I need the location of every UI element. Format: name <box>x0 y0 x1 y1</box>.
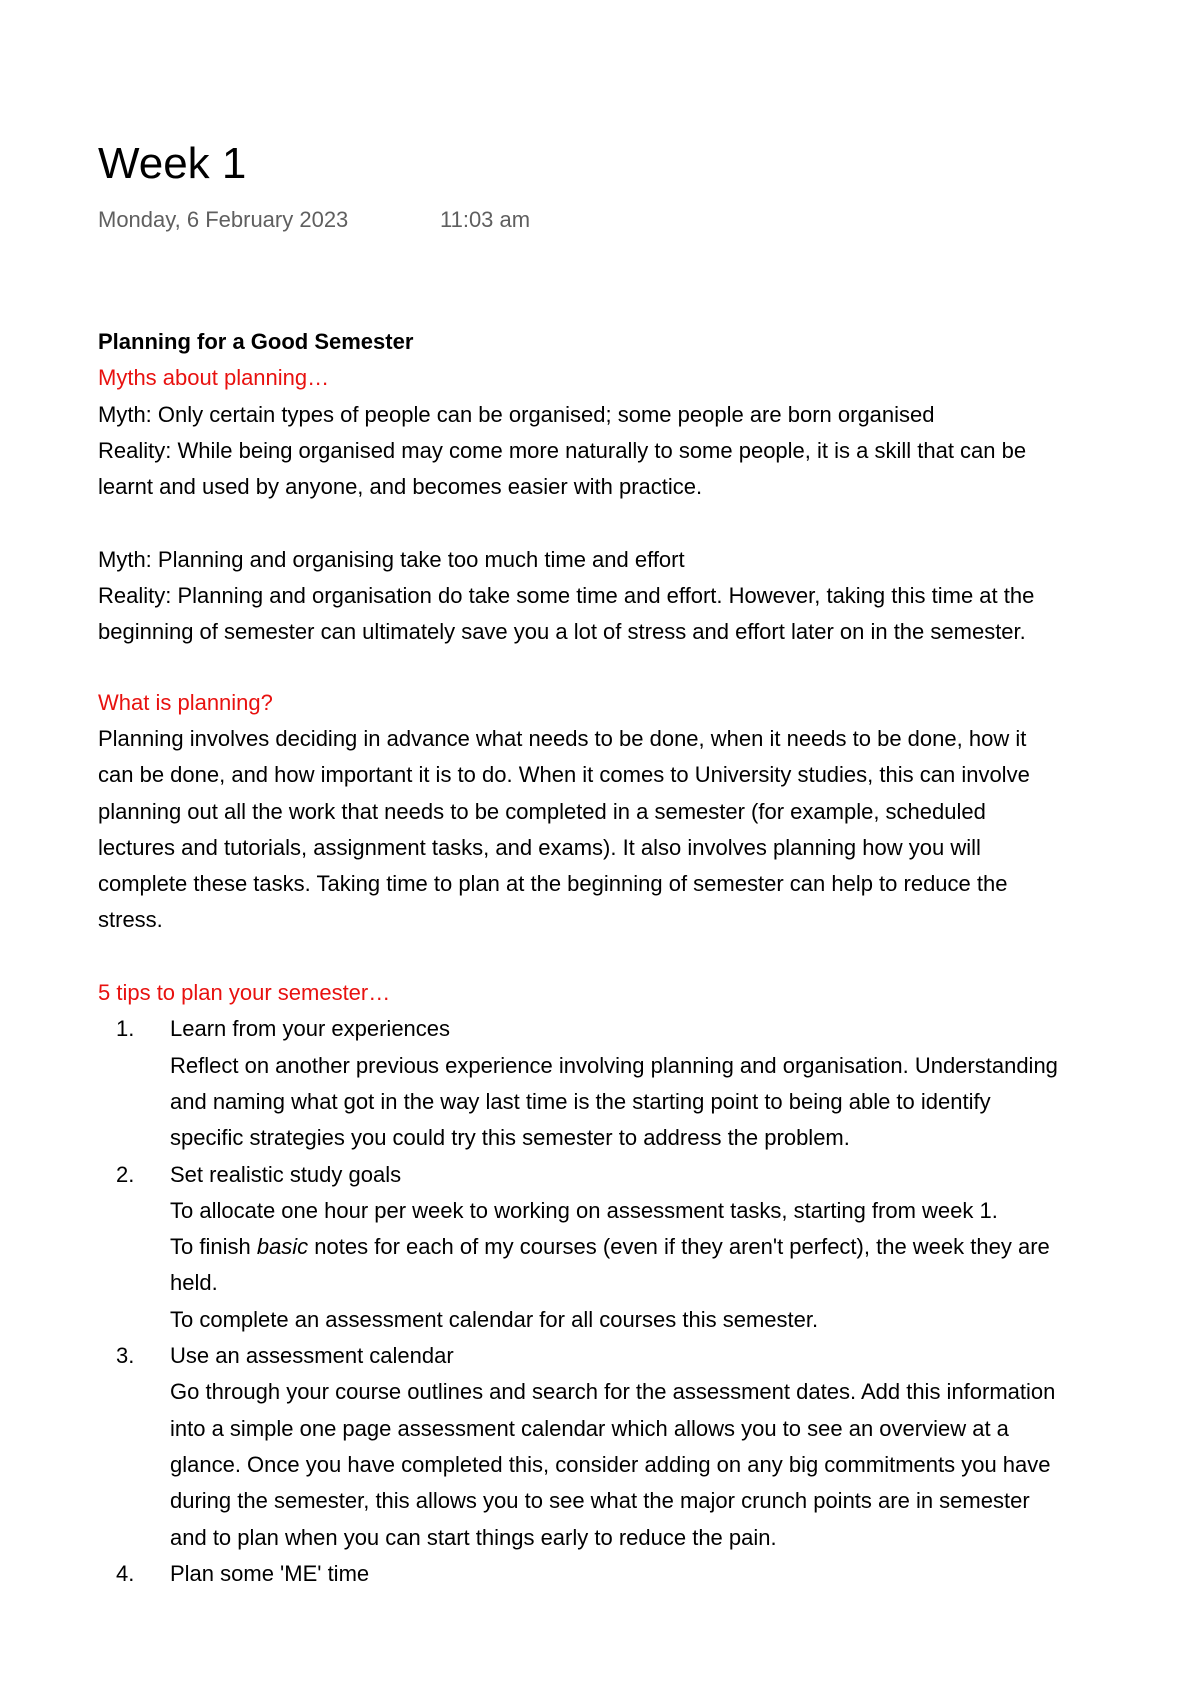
page-timestamp <box>98 205 531 235</box>
what-line: planning out all the work that needs to be completed in a semester (for example, scheduled <box>98 798 986 824</box>
list-item-text: glance. Once you have completed this, consider adding on any big commitments you have <box>170 1451 1051 1477</box>
reality-2-line-1: Reality: Planning and organisation do take some time and effort. However, taking this time at the <box>98 583 1035 609</box>
note-body <box>98 324 1200 1592</box>
page-date: Monday, 6 February 2023 <box>98 207 349 232</box>
tips-heading: 5 tips to plan your semester… <box>98 980 391 1006</box>
list-item <box>98 1556 1200 1592</box>
list-item <box>98 1011 1200 1047</box>
list-item-text: Go through your course outlines and search for the assessment dates. Add this information <box>170 1379 1056 1405</box>
spacer <box>98 505 1200 541</box>
what-line: stress. <box>98 907 163 933</box>
list-number: 2. <box>116 1161 135 1187</box>
what-heading: What is planning? <box>98 689 273 715</box>
list-item-text: during the semester, this allows you to see what the major crunch points are in semester <box>170 1488 1030 1514</box>
reality-1-line-2: learnt and used by anyone, and becomes easier with practice. <box>98 474 703 500</box>
goal-2 <box>170 1229 1200 1265</box>
list-number: 4. <box>116 1560 135 1586</box>
list-item <box>98 1338 1200 1374</box>
list-number: 3. <box>116 1343 135 1369</box>
myth-1: Myth: Only certain types of people can be organised; some people are born organised <box>98 401 935 427</box>
reality-2-line-2: beginning of semester can ultimately save you a lot of stress and effort later on in the semester. <box>98 619 1026 645</box>
goal-2-italic: basic <box>256 1234 309 1260</box>
goal-3: To complete an assessment calendar for all courses this semester. <box>170 1306 819 1332</box>
list-item-text: and naming what got in the way last time is the starting point to being able to identify <box>170 1088 991 1114</box>
list-item-text: into a simple one page assessment calendar which allows you to see an overview at a <box>170 1415 1009 1441</box>
list-item-text: and to plan when you can start things early to reduce the pain. <box>170 1524 777 1550</box>
list-item-text: specific strategies you could try this semester to address the problem. <box>170 1125 850 1151</box>
myths-heading: Myths about planning… <box>98 365 330 391</box>
list-item-title: Use an assessment calendar <box>170 1343 454 1369</box>
goal-2-post: notes for each of my courses (even if they aren't perfect), the week they are <box>308 1234 1050 1260</box>
spacer <box>98 651 1200 685</box>
list-item-title: Learn from your experiences <box>170 1016 451 1042</box>
reality-1-line-1: Reality: While being organised may come more naturally to some people, it is a skill that can be <box>98 437 1027 463</box>
list-item <box>98 1157 1200 1193</box>
section-title: Planning for a Good Semester <box>98 329 414 354</box>
goal-2-pre: To finish <box>170 1234 257 1260</box>
what-line: Planning involves deciding in advance what needs to be done, when it needs to be done, how it <box>98 725 1027 751</box>
page-time: 11:03 am <box>440 207 531 232</box>
what-line: can be done, and how important it is to do. When it comes to University studies, this can involve <box>98 762 1030 788</box>
myth-2: Myth: Planning and organising take too much time and effort <box>98 546 685 572</box>
what-line: lectures and tutorials, assignment tasks, and exams). It also involves planning how you will <box>98 834 981 860</box>
page-title: Week 1 <box>98 139 247 188</box>
goal-2-line-2: held. <box>170 1270 218 1296</box>
list-item-title: Plan some 'ME' time <box>170 1560 370 1586</box>
spacer <box>98 939 1200 975</box>
goal-1: To allocate one hour per week to working on assessment tasks, starting from week 1. <box>170 1197 998 1223</box>
what-line: complete these tasks. Taking time to plan at the beginning of semester can help to reduce the <box>98 871 1008 897</box>
list-number: 1. <box>116 1016 135 1042</box>
list-item-text: Reflect on another previous experience involving planning and organisation. Understanding <box>170 1052 1058 1078</box>
list-item-title: Set realistic study goals <box>170 1161 402 1187</box>
